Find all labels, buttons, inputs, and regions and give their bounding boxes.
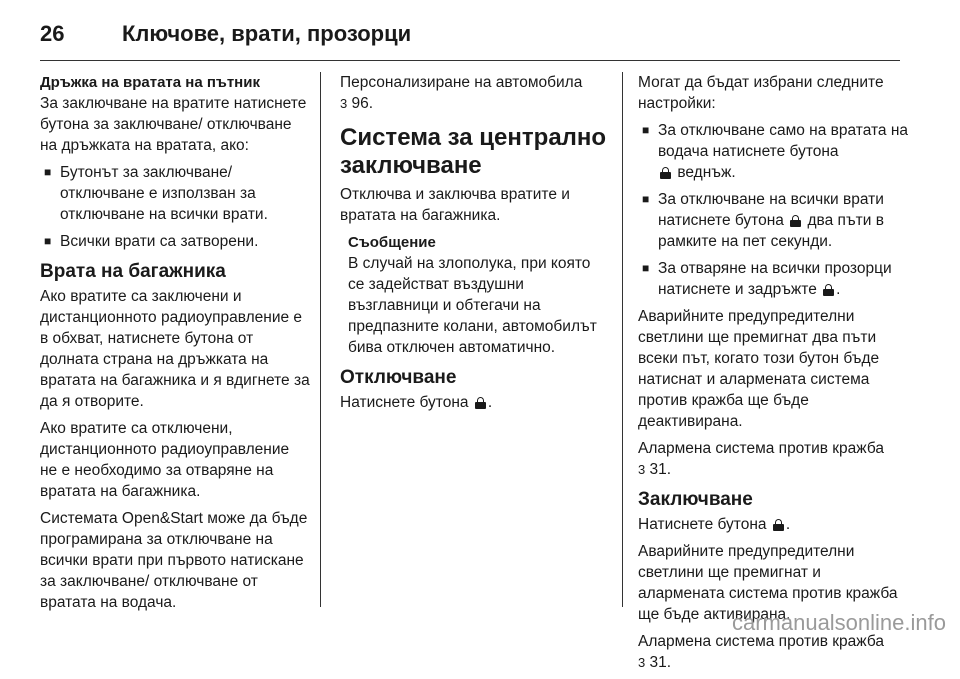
- page-reference[interactable]: 31.: [649, 461, 672, 478]
- list-item: ■ За отключване само на вратата на водача натиснете бутона веднъж.: [642, 122, 909, 181]
- paragraph: Алармена система против кражба 3 31.: [638, 633, 884, 671]
- section-heading: Отключване: [340, 367, 457, 388]
- header-divider: [40, 60, 900, 61]
- paragraph: Отключва и заключва вратите и вратата на багажника.: [340, 186, 570, 224]
- paragraph: Системата Open&Start може да бъде програмирана за отключване на всички врати при първото натискане за заключване/ отключване от вратата на водача.: [40, 510, 308, 611]
- bullet-icon: ■: [642, 123, 650, 137]
- paragraph: Ако вратите са отключени, дистанционното радиоуправление не е необходимо за отваряне на вратата на багажника.: [40, 420, 290, 500]
- unlock-icon: [823, 284, 834, 295]
- watermark: carmanualsonline.info: [731, 610, 946, 635]
- list-item: ■ Бутонът за заключване/ отключване е използван за отключване на всички врати.: [44, 164, 268, 223]
- section-heading: Система за централно заключване: [340, 124, 607, 179]
- bullet-icon: ■: [642, 192, 650, 206]
- paragraph: Ако вратите са заключени и дистанционното радиоуправление е в обхват, натиснете бутона от долната страна на дръжката на вратата на багажника и я вдигнете за да я отворите.: [40, 288, 310, 410]
- page-reference[interactable]: 31.: [649, 654, 672, 671]
- bullet-list: [40, 162, 310, 252]
- column-middle: [340, 72, 610, 419]
- column-divider: [622, 72, 623, 607]
- page-header: [40, 14, 411, 54]
- page-reference[interactable]: 96.: [351, 95, 374, 112]
- unlock-icon: [475, 397, 486, 408]
- note-box: [340, 232, 610, 358]
- paragraph: Алармена система против кражба 3 31.: [638, 440, 884, 478]
- note-title: Съобщение: [348, 234, 436, 251]
- column-left: [40, 72, 310, 619]
- list-item: ■ За отключване на всички врати натиснете бутона два пъти в рамките на пет секунди.: [642, 191, 884, 250]
- bullet-icon: ■: [642, 261, 650, 275]
- paragraph: Натиснете бутона .: [638, 516, 791, 533]
- paragraph: Персонализиране на автомобила 3 96.: [340, 74, 583, 112]
- paragraph: Аварийните предупредителни светлини ще премигнат два пъти всеки път, когато този бутон бъде натиснат и алармената система против кражба ще бъде деактивирана.: [638, 308, 880, 430]
- reference-arrow-icon: 3: [340, 96, 348, 111]
- paragraph: Могат да бъдат избрани следните настройки:: [638, 74, 884, 112]
- paragraph: За заключване на вратите натиснете бутона за заключване/ отключване на дръжката на вратата, ако:: [40, 95, 307, 154]
- section-heading: Заключване: [638, 489, 753, 510]
- bullet-icon: ■: [44, 165, 52, 179]
- lock-icon: [773, 519, 784, 530]
- column-right: [638, 72, 908, 679]
- unlock-icon: [790, 215, 801, 226]
- paragraph: Натиснете бутона .: [340, 394, 493, 411]
- bullet-icon: ■: [44, 234, 52, 248]
- section-heading: Врата на багажника: [40, 261, 226, 282]
- paragraph: Аварийните предупредителни светлини ще премигнат и алармената система против кражба ще бъде активирана.: [638, 543, 898, 623]
- column-divider: [320, 72, 321, 607]
- reference-arrow-icon: 3: [638, 462, 646, 477]
- unlock-icon: [660, 167, 671, 178]
- list-item: ■ За отваряне на всички прозорци натиснете и задръжте .: [642, 260, 892, 298]
- page-title: Ключове, врати, прозорци: [122, 21, 412, 46]
- list-item: ■ Всички врати са затворени.: [44, 233, 259, 250]
- section-heading: Дръжка на вратата на пътник: [40, 74, 260, 91]
- note-text: В случай на злополука, при която се задействат въздушни възглавници и обтегачи на предпазните колани, автомобилът бива отключен автоматично.: [348, 255, 597, 356]
- reference-arrow-icon: 3: [638, 655, 646, 670]
- bullet-list: [638, 120, 908, 300]
- page-number: 26: [40, 21, 65, 46]
